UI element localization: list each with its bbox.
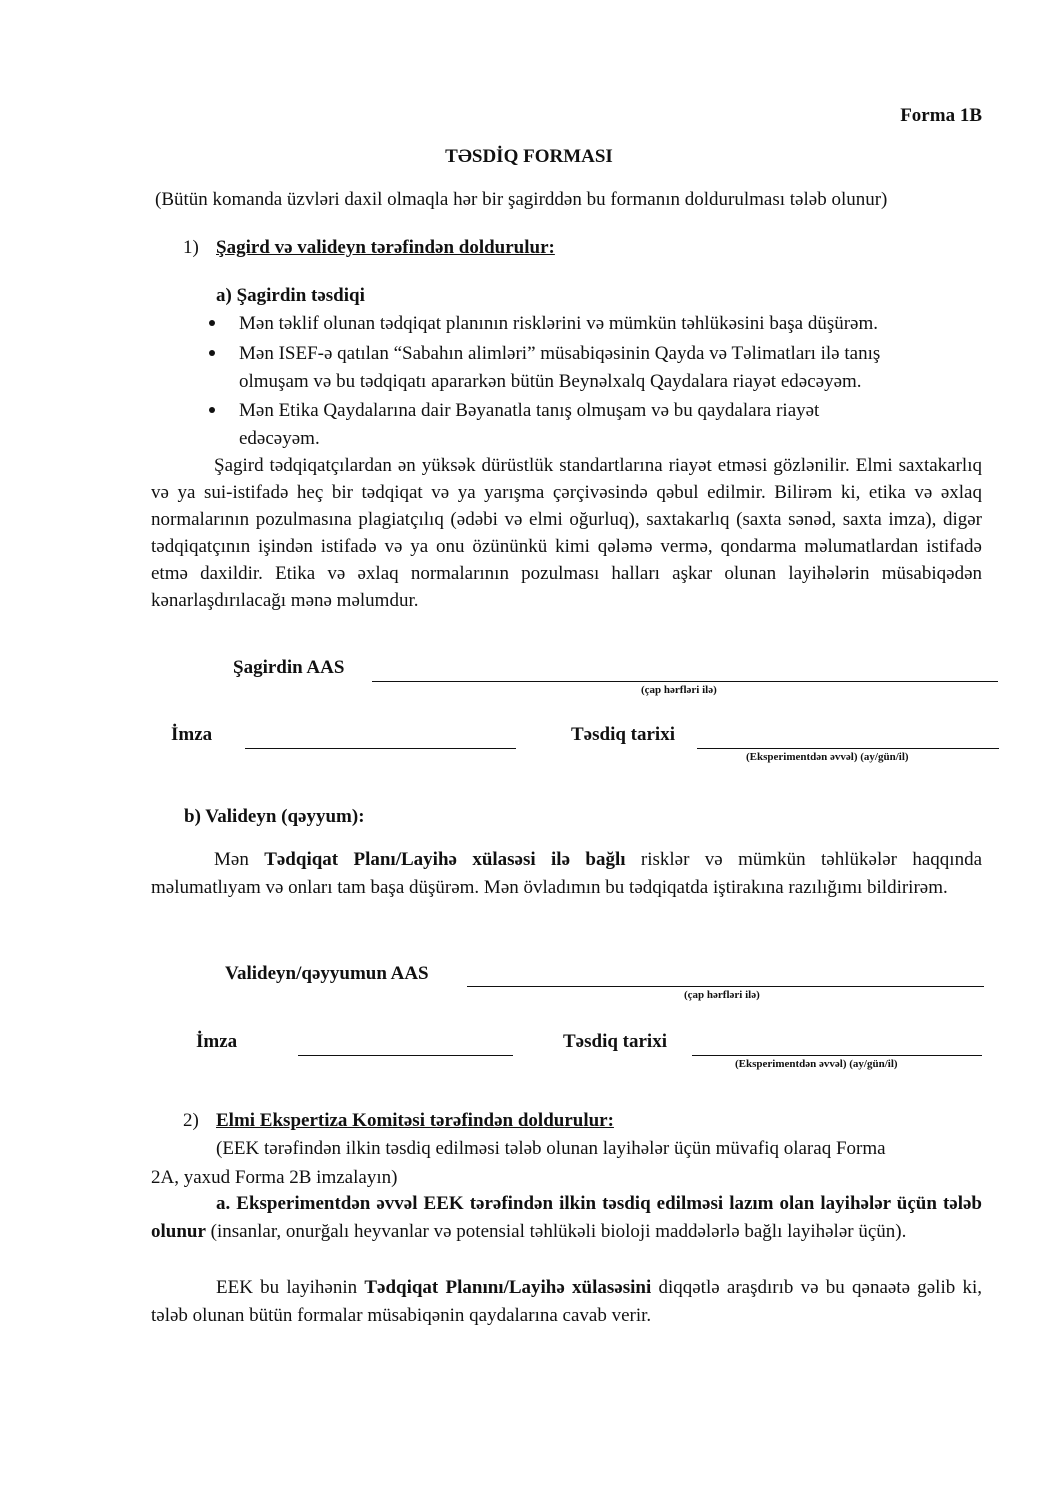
student-date-hint: (Eksperimentdən əvvəl) (ay/gün/il): [746, 751, 909, 763]
parent-signature-label: İmza: [196, 1031, 238, 1052]
student-name-hint: (çap hərfləri ilə): [641, 684, 717, 696]
student-name-field[interactable]: [372, 681, 998, 682]
parent-date-hint: (Eksperimentdən əvvəl) (ay/gün/il): [735, 1058, 898, 1070]
parent-heading: b) Valideyn (qəyyum):: [184, 806, 365, 827]
parent-date-field[interactable]: [692, 1055, 982, 1056]
student-date-field[interactable]: [697, 748, 999, 749]
bullet-icon: [209, 350, 215, 356]
section2-heading: Elmi Ekspertiza Komitəsi tərəfindən doldurulur:: [216, 1110, 614, 1131]
parent-signature-field[interactable]: [298, 1055, 513, 1056]
student-signature-field[interactable]: [245, 748, 516, 749]
parent-consent-bold: Tədqiqat Planı/Layihə xülasəsi ilə bağlı: [264, 849, 626, 870]
bullet-icon: [209, 320, 215, 326]
section1-heading: Şagird və valideyn tərəfindən doldurulur:: [216, 237, 555, 258]
student-bullet-3: Mən Etika Qaydalarına dair Bəyanatla tanış olmuşam və bu qaydalara riayət: [239, 400, 820, 421]
parent-name-field[interactable]: [467, 986, 984, 987]
section2-number: 2): [183, 1110, 199, 1131]
student-bullet-2: Mən ISEF-ə qatılan “Sabahın alimləri” müsabiqəsinin Qayda və Təlimatları ilə tanış: [239, 343, 881, 364]
parent-date-label: Təsdiq tarixi: [563, 1031, 667, 1052]
parent-consent-pre: Mən: [214, 849, 265, 870]
student-bullet-3-cont: edəcəyəm.: [239, 428, 320, 449]
parent-name-hint: (çap hərfləri ilə): [684, 989, 760, 1001]
parent-name-label: Valideyn/qəyyumun AAS: [225, 963, 429, 984]
page-title: TƏSDİQ FORMASI: [445, 146, 613, 167]
section2-note-line1: (EEK tərəfindən ilkin təsdiq edilməsi tələb olunan layihələr üçün müvafiq olaraq Forma: [216, 1138, 886, 1159]
section2-a-bold: a. Eksperimentdən əvvəl EEK tərəfindən ilkin təsdiq edilməsi lazım olan layihələr üçün tələb olunur: [151, 1193, 982, 1242]
parent-consent-post: risklər və mümkün təhlükələr haqqında məlumatlıyam və onları tam başa düşürəm. Mən övladımın bu tədqiqatda iştirakına razılığımı bildirirəm.: [151, 849, 982, 898]
section2-a-paragraph: [151, 1190, 982, 1246]
student-signature-label: İmza: [171, 724, 213, 745]
section2-review-paragraph: [151, 1274, 982, 1330]
section2-note-line2: 2A, yaxud Forma 2B imzalayın): [151, 1167, 398, 1188]
form-label: Forma 1B: [900, 105, 982, 126]
section1-number: 1): [183, 237, 199, 258]
section2-review-bold: Tədqiqat Planını/Layihə xülasəsini: [364, 1277, 652, 1298]
student-confirmation-heading: a) Şagirdin təsdiqi: [216, 285, 365, 306]
page-subtitle: (Bütün komanda üzvləri daxil olmaqla hər bir şagirddən bu formanın doldurulması tələb olunur): [155, 189, 888, 210]
student-bullet-1: Mən təklif olunan tədqiqat planının risklərini və mümkün təhlükəsini başa düşürəm.: [239, 313, 879, 334]
section2-a-rest: (insanlar, onurğalı heyvanlar və potensial təhlükəli bioloji maddələrlə bağlı layihələr üçün).: [205, 1221, 907, 1242]
parent-consent-paragraph: [151, 846, 982, 902]
student-date-label: Təsdiq tarixi: [571, 724, 675, 745]
integrity-paragraph: [151, 452, 982, 614]
student-name-label: Şagirdin AAS: [233, 657, 345, 678]
section2-review-post: diqqətlə araşdırıb və bu qənaətə gəlib ki, tələb olunan bütün formalar müsabiqənin qaydalarına cavab verir.: [151, 1277, 983, 1326]
bullet-icon: [209, 407, 215, 413]
section2-review-pre: EEK bu layihənin: [216, 1277, 365, 1298]
integrity-paragraph-text: Şagird tədqiqatçılardan ən yüksək dürüstlük standartlarına riayət etməsi gözlənilir. Elmi saxtakarlıq və ya sui-istifadə heç bir tədqiqat və ya yarışma çərçivəsində qəbul edilmir. Bilirəm ki, etika və əxlaq normalarının pozulmasına plagiatçılıq (ədəbi və elmi oğurluq), saxtakarlıq (saxta sənəd, saxta imza), digər tədqiqatçının işindən istifadə və ya onu özününkü kimi qələmə vermə, qondarma məlumatlardan istifadə etmə daxildir. Etika və əxlaq normalarının pozulması halları aşkar olunan layihələrin müsabiqədən kənarlaşdırılacağı mənə məlumdur.: [151, 455, 982, 611]
student-bullet-2-cont: olmuşam və bu tədqiqatı apararkən bütün Beynəlxalq Qaydalara riayət edəcəyəm.: [239, 371, 862, 392]
